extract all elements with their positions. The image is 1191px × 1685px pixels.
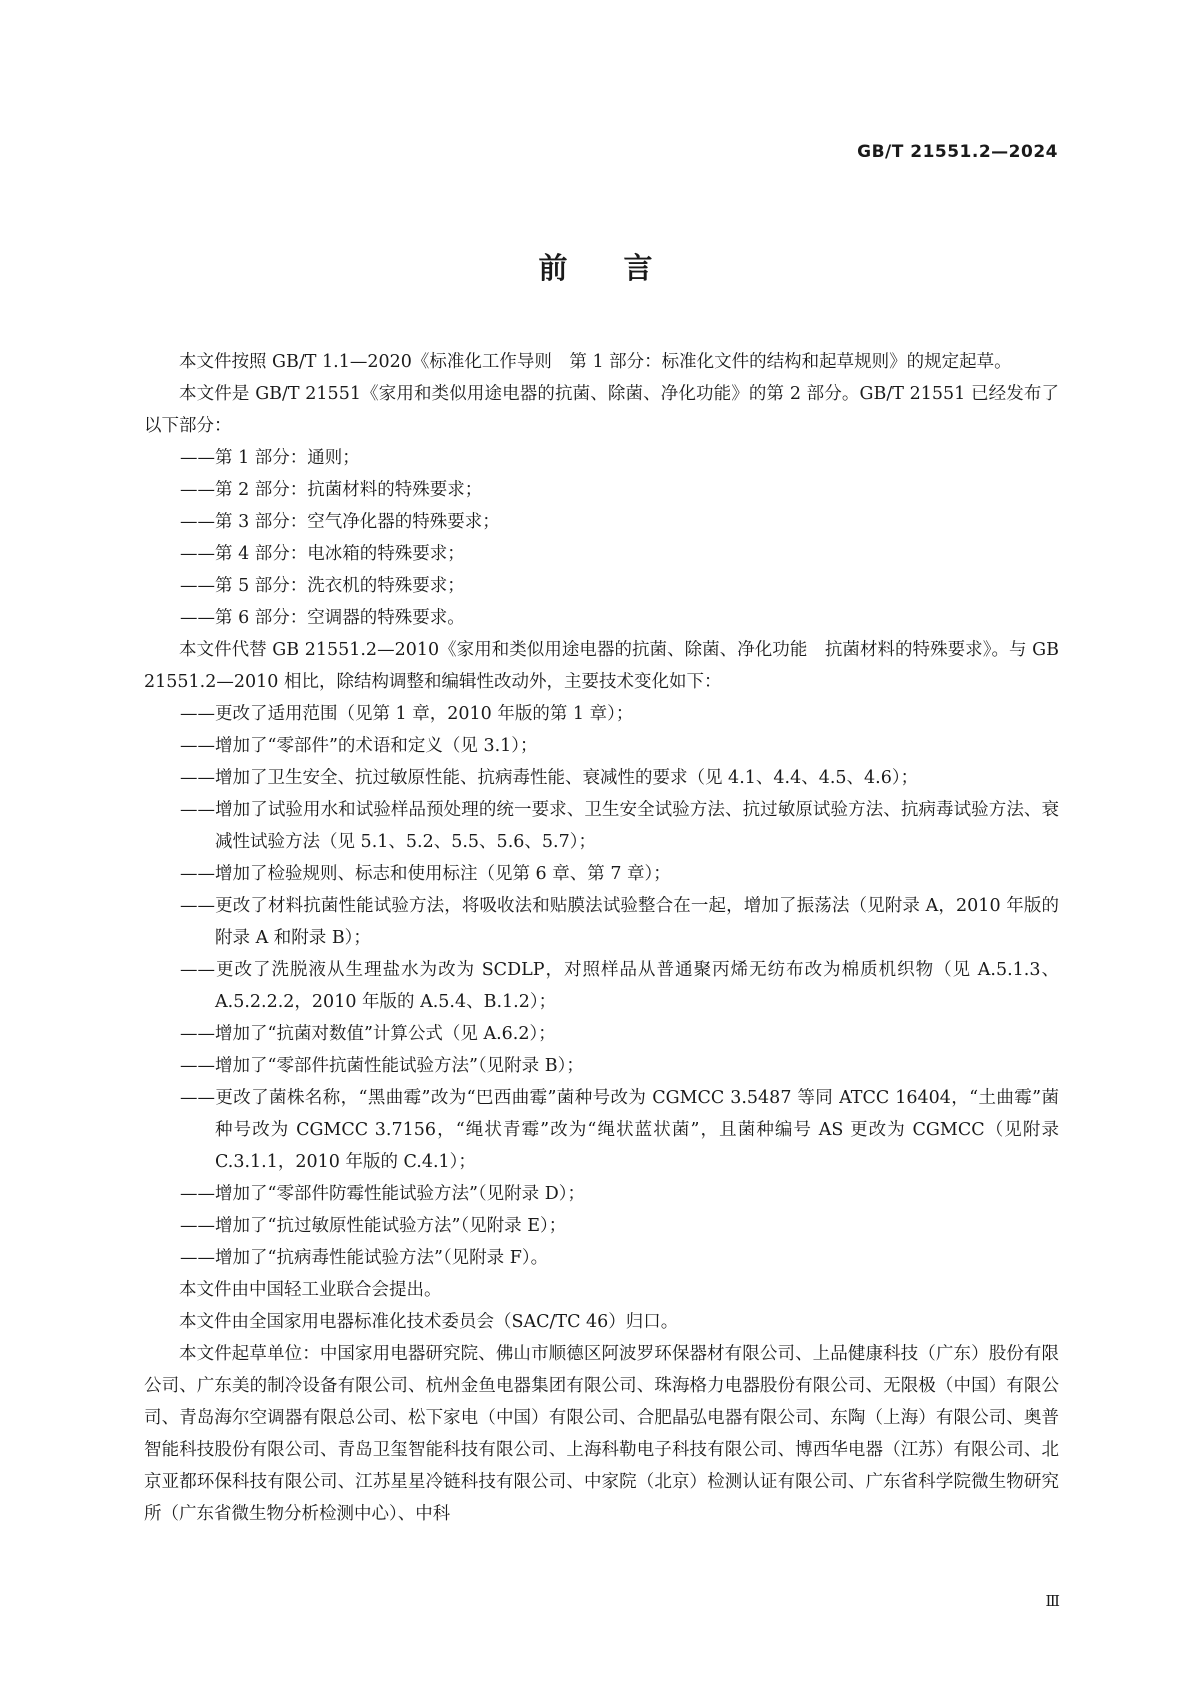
- list-item-change: ——增加了“零部件抗菌性能试验方法”（见附录 B）；: [180, 1056, 584, 1076]
- list-item-change: ——增加了“抗过敏原性能试验方法”（见附录 E）；: [180, 1216, 567, 1236]
- paragraph-proposed-by: 本文件由中国轻工业联合会提出。: [179, 1280, 442, 1300]
- paragraph-drafting-units: 本文件起草单位：中国家用电器研究院、佛山市顺德区阿波罗环保器材有限公司、上品健康科技（广东）股份有限公司、广东美的制冷设备有限公司、杭州金鱼电器集团有限公司、珠海格力电器股份有限公司、无限极（中国）有限公司、青岛海尔空调器有限总公司、松下家电（中国）有限公司、合肥晶弘电器有限公司、东陶（上海）有限公司、奥普智能科技股份有限公司、青岛卫玺智能科技有限公司、上海科勒电子科技有限公司、博西华电器（江苏）有限公司、北京亚都环保科技有限公司、江苏星星冷链科技有限公司、中家院（北京）检测认证有限公司、广东省科学院微生物研究所（广东省微生物分析检测中心）、中科: [144, 1344, 1059, 1524]
- foreword-body: [144, 346, 1059, 1530]
- list-item-part: ——第 2 部分：抗菌材料的特殊要求；: [180, 480, 483, 500]
- standard-number: GB/T 21551.2—2024: [857, 142, 1058, 162]
- paragraph-drafting-rules: 本文件按照 GB/T 1.1—2020《标准化工作导则 第 1 部分：标准化文件的结构和起草规则》的规定起草。: [179, 352, 1012, 372]
- list-item-change: ——增加了“抗病毒性能试验方法”（见附录 F）。: [180, 1248, 549, 1268]
- list-item-change: ——增加了检验规则、标志和使用标注（见第 6 章、第 7 章）；: [180, 864, 671, 884]
- list-item-part: ——第 4 部分：电冰箱的特殊要求；: [180, 544, 465, 564]
- list-item-part: ——第 6 部分：空调器的特殊要求。: [180, 608, 465, 628]
- paragraph-replaces: 本文件代替 GB 21551.2—2010《家用和类似用途电器的抗菌、除菌、净化功能 抗菌材料的特殊要求》。与 GB 21551.2—2010 相比，除结构调整和编辑性改动外，主要技术变化如下：: [144, 640, 1059, 692]
- list-item-part: ——第 1 部分：通则；: [180, 448, 360, 468]
- list-item-change: ——更改了适用范围（见第 1 章，2010 年版的第 1 章）；: [180, 704, 634, 724]
- paragraph-administered-by: 本文件由全国家用电器标准化技术委员会（SAC/TC 46）归口。: [179, 1312, 679, 1332]
- list-item-part: ——第 3 部分：空气净化器的特殊要求；: [180, 512, 500, 532]
- page-title: 前言: [538, 251, 709, 285]
- paragraph-series-intro: 本文件是 GB/T 21551《家用和类似用途电器的抗菌、除菌、净化功能》的第 2 部分。GB/T 21551 已经发布了以下部分：: [144, 384, 1059, 436]
- list-item-change: ——增加了试验用水和试验样品预处理的统一要求、卫生安全试验方法、抗过敏原试验方法、抗病毒试验方法、衰减性试验方法（见 5.1、5.2、5.5、5.6、5.7）；: [180, 800, 1059, 852]
- page-number: Ⅲ: [1045, 1592, 1060, 1610]
- list-item-change: ——更改了洗脱液从生理盐水为改为 SCDLP，对照样品从普通聚丙烯无纺布改为棉质机织物（见 A.5.1.3、A.5.2.2.2，2010 年版的 A.5.4、B.1.2）；: [180, 960, 1059, 1012]
- list-item-change: ——更改了材料抗菌性能试验方法，将吸收法和贴膜法试验整合在一起，增加了振荡法（见附录 A，2010 年版的附录 A 和附录 B）；: [180, 896, 1059, 948]
- list-item-change: ——增加了卫生安全、抗过敏原性能、抗病毒性能、衰减性的要求（见 4.1、4.4、4.5、4.6）；: [180, 768, 919, 788]
- list-item-change: ——增加了“零部件”的术语和定义（见 3.1）；: [180, 736, 538, 756]
- list-item-change: ——增加了“零部件防霉性能试验方法”（见附录 D）；: [180, 1184, 585, 1204]
- list-item-change: ——增加了“抗菌对数值”计算公式（见 A.6.2）；: [180, 1024, 556, 1044]
- list-item-part: ——第 5 部分：洗衣机的特殊要求；: [180, 576, 465, 596]
- list-item-change: ——更改了菌株名称，“黑曲霉”改为“巴西曲霉”菌种号改为 CGMCC 3.5487 等同 ATCC 16404，“土曲霉”菌种号改为 CGMCC 3.7156，“绳状青霉”改为“绳状蓝状菌”，且菌种编号 AS 更改为 CGMCC（见附录 C.3.1.1，2010 年版的 C.4.1）；: [180, 1088, 1059, 1172]
